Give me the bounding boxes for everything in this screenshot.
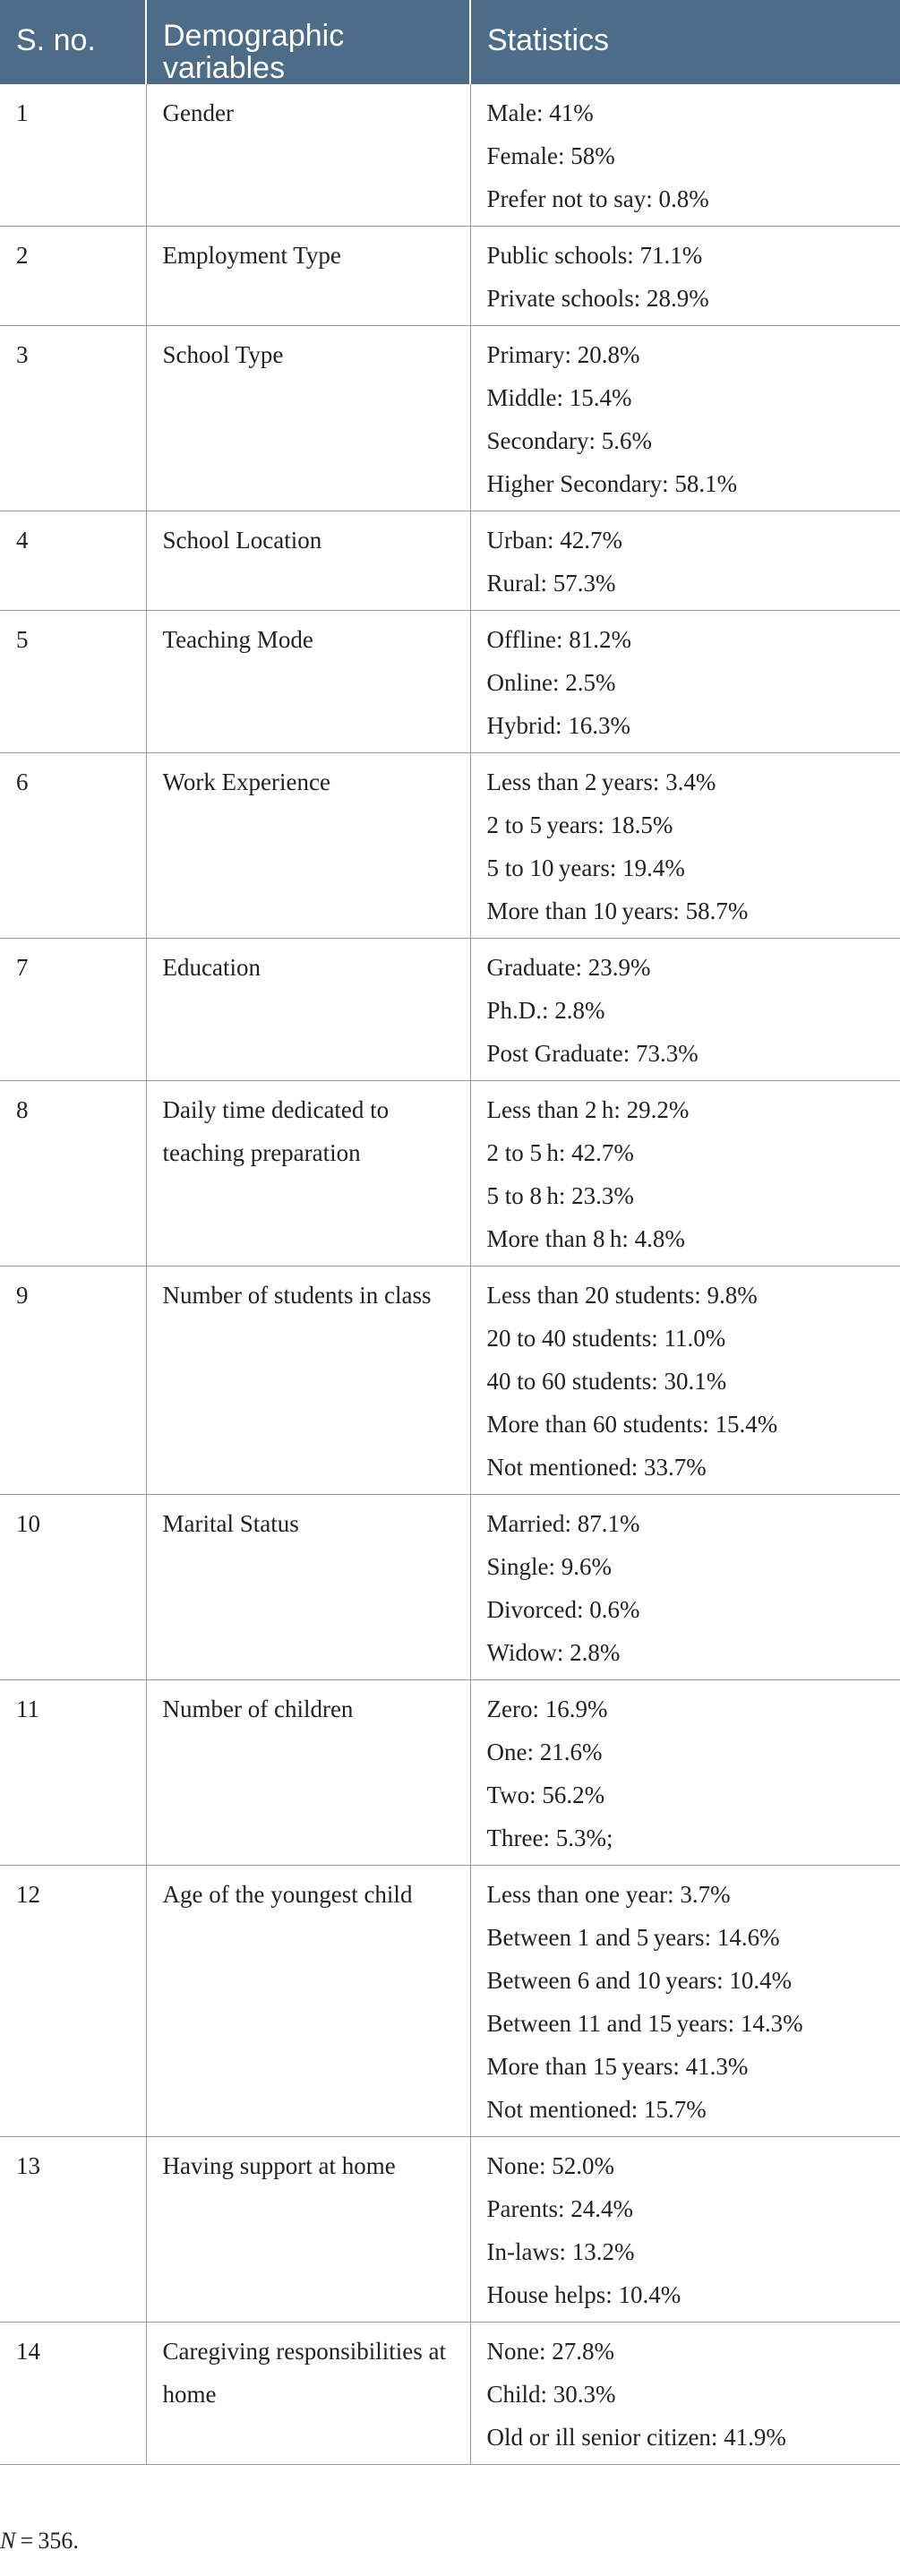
statistic-value: Child: 30.3%: [486, 2381, 616, 2408]
cell-variable: [146, 511, 470, 611]
statistic-value: One: 21.6%: [486, 1739, 603, 1765]
cell-sno: 2: [0, 227, 146, 326]
table-row: [0, 939, 900, 1081]
variable-label: Work Experience: [162, 769, 330, 795]
header-variables: Demographic variables: [146, 0, 470, 84]
header-sno: S. no.: [0, 0, 146, 84]
statistic-value: More than 60 students: 15.4%: [486, 1411, 778, 1438]
table-header: [0, 0, 900, 84]
footnote-symbol: N: [0, 2528, 16, 2554]
variable-label: Having support at home: [162, 2152, 396, 2179]
cell-variable: [146, 1866, 470, 2137]
cell-sno: 3: [0, 326, 146, 511]
variable-label: Number of students in class: [162, 1282, 432, 1309]
variable-label: School Type: [162, 341, 284, 368]
cell-variable: [146, 611, 470, 753]
table-row: [0, 1081, 900, 1267]
statistic-value: Post Graduate: 73.3%: [486, 1040, 699, 1067]
statistic-value: Offline: 81.2%: [486, 626, 631, 653]
statistic-value: In-laws: 13.2%: [486, 2238, 635, 2265]
statistic-value: None: 52.0%: [486, 2152, 614, 2179]
cell-statistics: [470, 1495, 900, 1680]
statistic-value: Three: 5.3%;: [486, 1825, 613, 1851]
statistic-value: 40 to 60 students: 30.1%: [486, 1368, 727, 1395]
cell-statistics: [470, 611, 900, 753]
statistic-value: Less than one year: 3.7%: [486, 1881, 731, 1908]
statistic-value: Urban: 42.7%: [486, 527, 622, 554]
statistic-value: Secondary: 5.6%: [486, 427, 652, 454]
cell-statistics: [470, 1866, 900, 2137]
statistic-value: Female: 58%: [486, 142, 615, 169]
cell-variable: [146, 2323, 470, 2465]
cell-statistics: [470, 939, 900, 1081]
statistic-value: Between 6 and 10 years: 10.4%: [486, 1967, 793, 1994]
table-row: [0, 84, 900, 227]
cell-variable: [146, 1495, 470, 1680]
cell-sno: 7: [0, 939, 146, 1081]
variable-label: Gender: [162, 99, 234, 126]
cell-statistics: [470, 2137, 900, 2323]
variable-label: Daily time dedicated to teaching preparation: [162, 1096, 390, 1166]
cell-statistics: [470, 326, 900, 511]
table-row: [0, 1866, 900, 2137]
cell-sno: 8: [0, 1081, 146, 1267]
statistic-value: Parents: 24.4%: [486, 2195, 633, 2222]
cell-variable: [146, 753, 470, 939]
table-row: [0, 2137, 900, 2323]
statistic-value: Widow: 2.8%: [486, 1639, 621, 1666]
statistic-value: Zero: 16.9%: [486, 1696, 608, 1722]
statistic-value: 5 to 10 years: 19.4%: [486, 854, 685, 881]
table-row: [0, 1267, 900, 1495]
statistic-value: Private schools: 28.9%: [486, 285, 709, 312]
cell-statistics: [470, 1267, 900, 1495]
statistic-value: House helps: 10.4%: [486, 2281, 681, 2308]
variable-label: Age of the youngest child: [162, 1881, 413, 1908]
cell-statistics: [470, 511, 900, 611]
statistic-value: Hybrid: 16.3%: [486, 712, 630, 739]
statistic-value: More than 10 years: 58.7%: [486, 897, 749, 924]
statistic-value: 20 to 40 students: 11.0%: [486, 1325, 726, 1352]
statistic-value: Prefer not to say: 0.8%: [486, 185, 709, 212]
statistic-value: Public schools: 71.1%: [486, 242, 703, 269]
table-row: [0, 753, 900, 939]
statistic-value: Graduate: 23.9%: [486, 954, 651, 981]
statistic-value: Two: 56.2%: [486, 1782, 605, 1808]
cell-sno: 12: [0, 1866, 146, 2137]
statistic-value: 2 to 5 h: 42.7%: [486, 1139, 634, 1166]
cell-statistics: [470, 1680, 900, 1866]
cell-variable: [146, 2137, 470, 2323]
statistic-value: Less than 20 students: 9.8%: [486, 1282, 758, 1309]
statistic-value: Middle: 15.4%: [486, 384, 632, 411]
cell-statistics: [470, 84, 900, 227]
variable-label: Employment Type: [162, 242, 341, 269]
statistic-value: More than 8 h: 4.8%: [486, 1225, 685, 1252]
statistic-value: None: 27.8%: [486, 2338, 614, 2365]
cell-statistics: [470, 2323, 900, 2465]
footnote-text: = 356.: [15, 2528, 79, 2554]
cell-sno: 6: [0, 753, 146, 939]
variable-label: Marital Status: [162, 1510, 299, 1537]
statistic-value: Online: 2.5%: [486, 669, 616, 696]
cell-sno: 5: [0, 611, 146, 753]
statistic-value: Less than 2 h: 29.2%: [486, 1096, 690, 1123]
cell-sno: 14: [0, 2323, 146, 2465]
cell-sno: 11: [0, 1680, 146, 1866]
cell-variable: [146, 1680, 470, 1866]
variable-label: Education: [162, 954, 261, 981]
variable-label: School Location: [162, 527, 322, 554]
variable-label: Teaching Mode: [162, 626, 313, 653]
statistic-value: Primary: 20.8%: [486, 341, 640, 368]
variable-label: Number of children: [162, 1696, 354, 1722]
cell-variable: [146, 84, 470, 227]
table-row: [0, 611, 900, 753]
statistic-value: Old or ill senior citizen: 41.9%: [486, 2424, 786, 2451]
cell-variable: [146, 1081, 470, 1267]
table-row: [0, 511, 900, 611]
statistic-value: Between 11 and 15 years: 14.3%: [486, 2010, 803, 2037]
statistic-value: Not mentioned: 15.7%: [486, 2096, 707, 2123]
statistic-value: Higher Secondary: 58.1%: [486, 470, 738, 497]
header-row: [0, 0, 900, 84]
cell-sno: 13: [0, 2137, 146, 2323]
cell-variable: [146, 1267, 470, 1495]
table-row: [0, 1680, 900, 1866]
cell-sno: 9: [0, 1267, 146, 1495]
cell-variable: [146, 939, 470, 1081]
cell-statistics: [470, 227, 900, 326]
table-body: [0, 84, 900, 2465]
variable-label: Caregiving responsibilities at home: [162, 2338, 446, 2408]
statistic-value: 5 to 8 h: 23.3%: [486, 1182, 634, 1209]
statistic-value: Rural: 57.3%: [486, 570, 616, 597]
statistic-value: Male: 41%: [486, 99, 594, 126]
table-row: [0, 326, 900, 511]
table-footnote: [0, 2528, 79, 2555]
statistic-value: Between 1 and 5 years: 14.6%: [486, 1924, 780, 1951]
statistic-value: Divorced: 0.6%: [486, 1596, 640, 1623]
cell-variable: [146, 326, 470, 511]
header-statistics: Statistics: [470, 0, 900, 84]
cell-sno: 10: [0, 1495, 146, 1680]
statistic-value: Less than 2 years: 3.4%: [486, 769, 716, 795]
statistic-value: Married: 87.1%: [486, 1510, 640, 1537]
statistic-value: Not mentioned: 33.7%: [486, 1454, 707, 1481]
table-row: [0, 227, 900, 326]
statistic-value: 2 to 5 years: 18.5%: [486, 811, 673, 838]
statistic-value: Single: 9.6%: [486, 1553, 612, 1580]
cell-variable: [146, 227, 470, 326]
statistic-value: Ph.D.: 2.8%: [486, 997, 605, 1024]
cell-sno: 1: [0, 84, 146, 227]
table-row: [0, 1495, 900, 1680]
table-row: [0, 2323, 900, 2465]
statistic-value: More than 15 years: 41.3%: [486, 2053, 749, 2080]
cell-statistics: [470, 753, 900, 939]
cell-sno: 4: [0, 511, 146, 611]
cell-statistics: [470, 1081, 900, 1267]
